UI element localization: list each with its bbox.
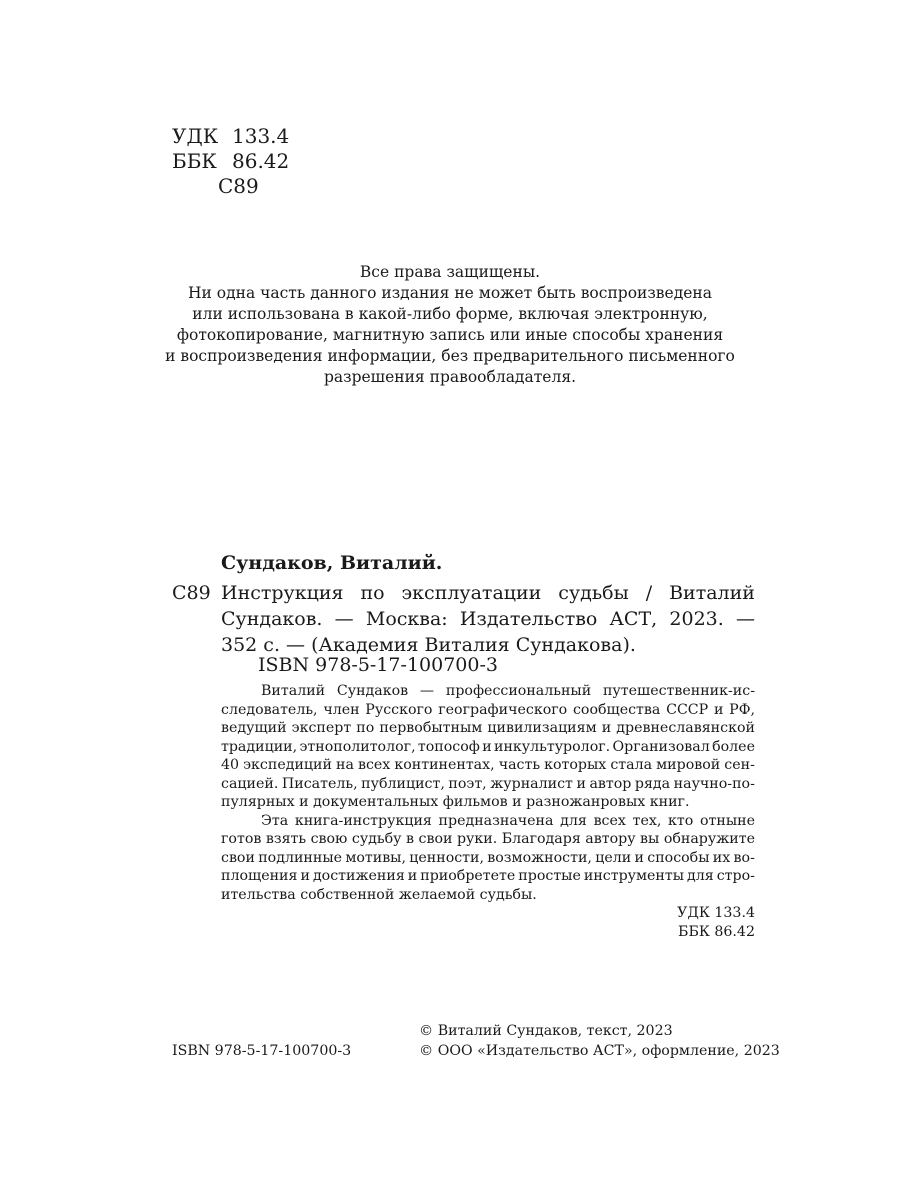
word: автор bbox=[589, 775, 632, 792]
word: свою bbox=[310, 831, 348, 847]
annotation-line bbox=[221, 719, 755, 738]
word: которых bbox=[544, 757, 607, 773]
copyright-text: © Виталий Сундаков, текст, 2023 bbox=[419, 1023, 673, 1039]
word: РФ, bbox=[729, 701, 755, 718]
word: первобытным bbox=[379, 720, 483, 736]
annotation-bbk: ББК 86.42 bbox=[678, 923, 755, 940]
word: инкультуролог. bbox=[494, 738, 611, 755]
word: взять bbox=[265, 831, 307, 847]
annotation-p2-last-line: ительства собственной желаемой судьбы. bbox=[221, 886, 537, 903]
word: обнаружите bbox=[663, 831, 755, 847]
word: всех bbox=[593, 812, 626, 829]
word: судьбы bbox=[558, 582, 629, 604]
rights-line: разрешения правообладателя. bbox=[323, 368, 577, 386]
word: публицист, bbox=[361, 775, 445, 792]
word: для bbox=[687, 868, 714, 884]
word: Русского bbox=[365, 701, 433, 718]
word: древнеславянской bbox=[616, 720, 755, 736]
word: цивилизациям bbox=[487, 720, 597, 736]
word: профессиональный bbox=[445, 683, 592, 699]
word: более bbox=[712, 738, 755, 755]
word: научно-по- bbox=[673, 775, 755, 792]
annotation-line bbox=[221, 830, 755, 849]
word: отныне bbox=[700, 812, 755, 829]
word: Эта bbox=[261, 812, 289, 829]
word: готов bbox=[221, 831, 262, 847]
word: Инструкция bbox=[221, 582, 344, 604]
word: мотивы, bbox=[345, 849, 406, 866]
author-heading: Сундаков, Виталий. bbox=[221, 552, 443, 574]
word: и bbox=[482, 738, 492, 755]
udk-value: 133.4 bbox=[232, 124, 290, 148]
word: традиции, bbox=[221, 738, 298, 755]
word: достижения bbox=[312, 868, 405, 884]
word: сен- bbox=[724, 757, 755, 773]
word: на bbox=[336, 757, 354, 773]
word: 2023. bbox=[669, 608, 724, 630]
word: ведущий bbox=[221, 720, 287, 736]
word: Сундаков bbox=[336, 683, 409, 699]
word: Благодаря bbox=[501, 831, 581, 847]
word: во- bbox=[733, 849, 755, 866]
word: Писатель, bbox=[281, 775, 358, 792]
word: свои bbox=[418, 831, 453, 847]
word: сообщества bbox=[572, 701, 661, 718]
author-sign: С89 bbox=[172, 582, 211, 604]
word: кто bbox=[668, 812, 694, 829]
word: всех bbox=[357, 757, 391, 773]
word: тех, bbox=[632, 812, 662, 829]
bbk-value: 86.42 bbox=[232, 149, 290, 173]
annotation bbox=[221, 682, 755, 941]
udk-label: УДК bbox=[172, 124, 219, 148]
word: их bbox=[712, 849, 731, 866]
word: часть bbox=[498, 757, 541, 773]
word: и bbox=[300, 868, 310, 884]
description-last-line: 352 с. — (Академия Виталия Сундакова). bbox=[221, 634, 636, 656]
description-line bbox=[221, 580, 755, 606]
word: и bbox=[576, 775, 586, 792]
rights-line: или использована в какой-либо форме, включая электронную, bbox=[192, 305, 708, 323]
word: простые bbox=[518, 868, 581, 884]
word: следователь, bbox=[221, 701, 318, 718]
word: Организовал bbox=[612, 738, 710, 755]
word: стро- bbox=[716, 868, 755, 884]
annotation-line bbox=[221, 738, 755, 757]
word: руки. bbox=[456, 831, 498, 847]
word: и bbox=[634, 849, 644, 866]
word: способы bbox=[647, 849, 710, 866]
word: эксплуатации bbox=[401, 582, 542, 604]
annotation-line bbox=[221, 682, 755, 701]
word: вы bbox=[640, 831, 660, 847]
word: судьбу bbox=[351, 831, 402, 847]
word: цели bbox=[595, 849, 632, 866]
word: поэт, bbox=[448, 775, 487, 792]
word: член bbox=[323, 701, 360, 718]
word: сацией. bbox=[221, 775, 279, 792]
description-line bbox=[221, 606, 755, 632]
author-sign-top: С89 bbox=[218, 174, 259, 198]
word: эксперт bbox=[291, 720, 352, 736]
word: — bbox=[334, 608, 354, 630]
copyright-design: © ООО «Издательство АСТ», оформление, 2023 bbox=[419, 1043, 780, 1059]
rights-line: Все права защищены. bbox=[359, 263, 541, 281]
word: — bbox=[419, 683, 435, 699]
footer-isbn: ISBN 978-5-17-100700-3 bbox=[172, 1043, 352, 1059]
word: подлинные bbox=[258, 849, 343, 866]
word: для bbox=[560, 812, 587, 829]
word: площения bbox=[221, 868, 298, 884]
annotation-line bbox=[221, 812, 755, 831]
word: стала bbox=[610, 757, 653, 773]
rights-notice bbox=[150, 262, 750, 388]
word: этнополитолог, bbox=[299, 738, 416, 755]
annotation-p1-last-line: пулярных и документальных фильмов и разножанровых книг. bbox=[221, 794, 690, 810]
word: — bbox=[736, 608, 755, 630]
annotation-line bbox=[221, 867, 755, 886]
annotation-line bbox=[221, 756, 755, 775]
word: инструменты bbox=[583, 868, 685, 884]
word: экспедиций bbox=[243, 757, 332, 773]
rights-line: фотокопирование, магнитную запись или иные способы хранения bbox=[176, 326, 724, 344]
word: географического bbox=[438, 701, 568, 718]
word: в bbox=[406, 831, 415, 847]
word: автору bbox=[585, 831, 636, 847]
word: / bbox=[645, 582, 653, 604]
word: ценности, bbox=[409, 849, 484, 866]
word: возможности, bbox=[487, 849, 592, 866]
word: и bbox=[713, 701, 724, 718]
word: приобретете bbox=[420, 868, 516, 884]
word: Москва: bbox=[365, 608, 448, 630]
annotation-line bbox=[221, 775, 755, 794]
bibliographic-description bbox=[221, 580, 755, 658]
word: 40 bbox=[221, 757, 240, 773]
rights-line: и воспроизведения информации, без предварительного письменного bbox=[165, 347, 735, 365]
word: и bbox=[601, 720, 612, 736]
annotation-line bbox=[221, 849, 755, 868]
annotation-line bbox=[221, 701, 755, 720]
word: по bbox=[360, 582, 385, 604]
word: АСТ, bbox=[609, 608, 658, 630]
word: Виталий bbox=[261, 683, 326, 699]
bbk-label: ББК bbox=[172, 149, 217, 173]
annotation-udk: УДК 133.4 bbox=[677, 905, 755, 921]
word: Издательство bbox=[459, 608, 598, 630]
annotation-paragraph-1 bbox=[221, 682, 755, 793]
word: ряда bbox=[634, 775, 671, 792]
word: по bbox=[356, 720, 375, 736]
word: свои bbox=[221, 849, 255, 866]
word: континентах, bbox=[394, 757, 495, 773]
word: и bbox=[407, 868, 418, 884]
word: мировой bbox=[656, 757, 721, 773]
word: журналист bbox=[490, 775, 573, 792]
word: книга-инструкция bbox=[294, 812, 432, 829]
word: СССР bbox=[666, 701, 709, 718]
rights-line: Ни одна часть данного издания не может быть воспроизведена bbox=[187, 284, 712, 302]
annotation-paragraph-2 bbox=[221, 812, 755, 886]
word: топософ bbox=[417, 738, 480, 755]
word: Сундаков. bbox=[221, 608, 323, 630]
word: Виталий bbox=[669, 582, 755, 604]
isbn-record: ISBN 978-5-17-100700-3 bbox=[258, 654, 498, 676]
word: путешественник-ис- bbox=[602, 683, 755, 699]
word: предназначена bbox=[438, 812, 554, 829]
